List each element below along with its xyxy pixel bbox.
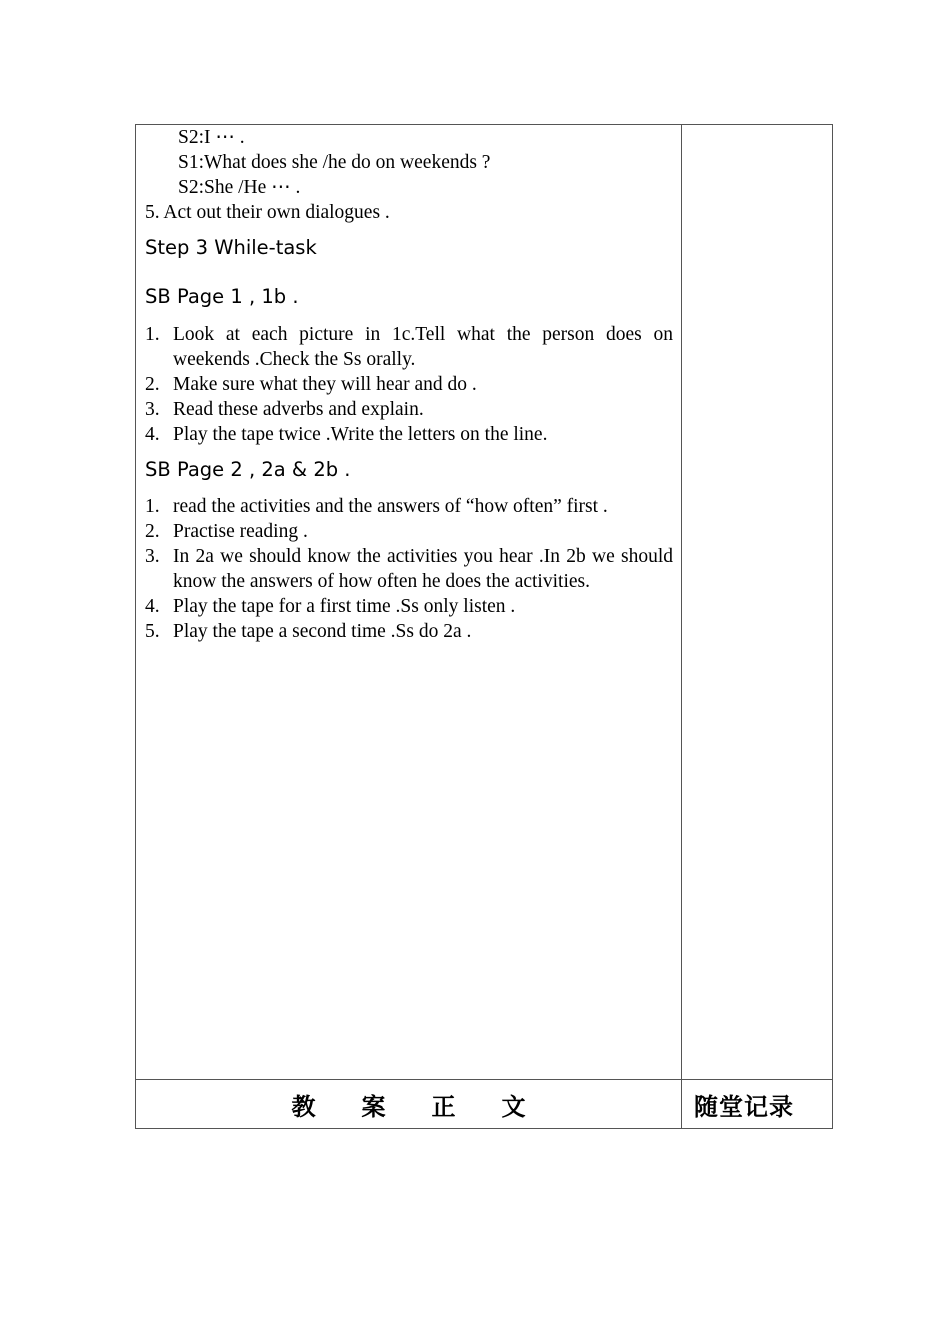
item-number: 3. [145,399,160,420]
dialogue-line: S1:What does she /he do on weekends ? [178,152,491,173]
list-item [145,422,673,447]
item-number: 4. [145,596,160,617]
item-text: Look at each picture in 1c.Tell what the person does on weekends .Check the Ss orally. [173,324,673,370]
section-heading: SB Page 1 , 1b . [145,285,299,308]
item-number: 2. [145,521,160,542]
item-text: read the activities and the answers of “how often” first . [173,496,608,517]
dialogue-line: S2:I ⋯ . [178,127,245,148]
item-number: 1. [145,324,160,345]
label-char: 文 [501,1092,526,1121]
lesson-body-label [136,1080,681,1129]
list-item [145,544,673,594]
list-item [145,397,673,422]
item-text: Make sure what they will hear and do . [173,374,477,395]
list-item [145,372,673,397]
label-char: 案 [361,1092,386,1121]
list-item [145,494,673,519]
dialogue-line: S2:She /He ⋯ . [178,177,301,198]
item-text: In 2a we should know the activities you hear .In 2b we should know the answers of how often he does the activities. [173,546,673,592]
class-notes-label: 随堂记录 [694,1092,794,1121]
column-divider [681,125,682,1128]
list-item [145,519,673,544]
label-char: 教 [291,1092,316,1121]
section-1-list [145,322,673,447]
item-text: Play the tape twice .Write the letters on the line. [173,424,548,445]
list-item [145,594,673,619]
lesson-plan-table [135,124,833,1129]
item-number: 1. [145,496,160,517]
item-text: Play the tape for a first time .Ss only listen . [173,596,516,617]
item-number: 4. [145,424,160,445]
label-char: 正 [431,1092,456,1121]
item-text: Play the tape a second time .Ss do 2a . [173,621,472,642]
item-text: Read these adverbs and explain. [173,399,424,420]
item-number: 2. [145,374,160,395]
list-item [145,322,673,372]
item-text: Practise reading . [173,521,308,542]
item-number: 3. [145,546,160,567]
section-heading: SB Page 2 , 2a & 2b . [145,458,351,481]
lesson-content-cell [145,125,673,644]
list-item [145,619,673,644]
item-number: 5. [145,621,160,642]
activity-line: 5. Act out their own dialogues . [145,202,390,223]
step-heading: Step 3 While-task [145,236,317,259]
section-2-list [145,494,673,644]
